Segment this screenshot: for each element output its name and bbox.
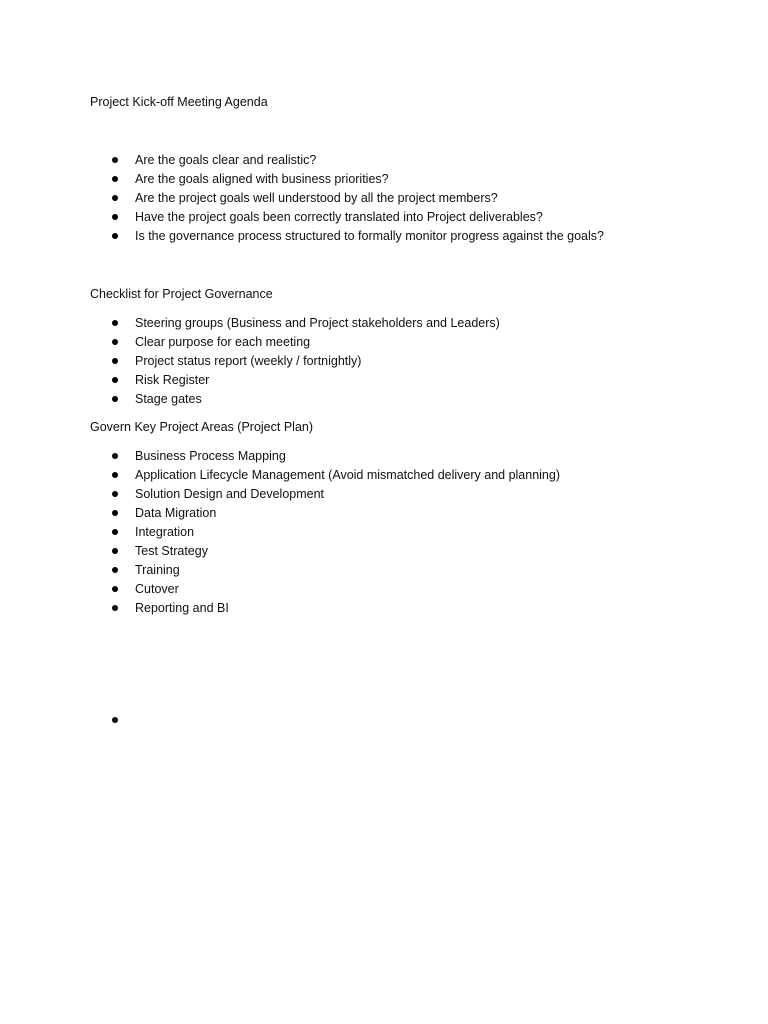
bullet-icon bbox=[112, 157, 118, 163]
list-item-text: Clear purpose for each meeting bbox=[135, 335, 311, 349]
list-item-text: Are the goals clear and realistic? bbox=[135, 153, 317, 167]
bullet-icon bbox=[112, 453, 118, 459]
empty-bullet-icon bbox=[112, 717, 118, 723]
bullet-icon bbox=[112, 605, 118, 611]
list-item-text: Is the governance process structured to formally monitor progress against the goals? bbox=[135, 229, 604, 243]
bullet-icon bbox=[112, 586, 118, 592]
bullet-icon bbox=[112, 548, 118, 554]
list-item-text: Business Process Mapping bbox=[135, 449, 286, 463]
list-item-text: Are the goals aligned with business priorities? bbox=[135, 172, 389, 186]
bullet-icon bbox=[112, 195, 118, 201]
bullet-icon bbox=[112, 472, 118, 478]
bullet-icon bbox=[112, 567, 118, 573]
bullet-icon bbox=[112, 320, 118, 326]
list-item-text: Steering groups (Business and Project stakeholders and Leaders) bbox=[135, 316, 500, 330]
list-item-text: Stage gates bbox=[135, 392, 202, 406]
list-item-text: Cutover bbox=[135, 582, 179, 596]
bullet-icon bbox=[112, 176, 118, 182]
section-heading-key-project-areas: Govern Key Project Areas (Project Plan) bbox=[90, 420, 314, 434]
list-item-text: Data Migration bbox=[135, 506, 217, 520]
list-item-text: Project status report (weekly / fortnightly) bbox=[135, 354, 362, 368]
section-heading-kickoff-agenda: Project Kick-off Meeting Agenda bbox=[90, 95, 268, 109]
bullet-icon bbox=[112, 529, 118, 535]
list-item-text: Reporting and BI bbox=[135, 601, 229, 615]
bullet-icon bbox=[112, 358, 118, 364]
list-item-text: Test Strategy bbox=[135, 544, 208, 558]
list-item-text: Have the project goals been correctly translated into Project deliverables? bbox=[135, 210, 543, 224]
bullet-icon bbox=[112, 396, 118, 402]
list-item-text: Solution Design and Development bbox=[135, 487, 325, 501]
bullet-icon bbox=[112, 214, 118, 220]
list-item-text: Are the project goals well understood by all the project members? bbox=[135, 191, 498, 205]
list-item-text: Application Lifecycle Management (Avoid mismatched delivery and planning) bbox=[135, 468, 560, 482]
list-item-text: Integration bbox=[135, 525, 195, 539]
section-heading-governance-checklist: Checklist for Project Governance bbox=[90, 287, 273, 301]
bullet-icon bbox=[112, 339, 118, 345]
bullet-icon bbox=[112, 377, 118, 383]
bullet-icon bbox=[112, 233, 118, 239]
list-item-text: Risk Register bbox=[135, 373, 210, 387]
bullet-icon bbox=[112, 491, 118, 497]
bullet-icon bbox=[112, 510, 118, 516]
list-item-text: Training bbox=[135, 563, 180, 577]
